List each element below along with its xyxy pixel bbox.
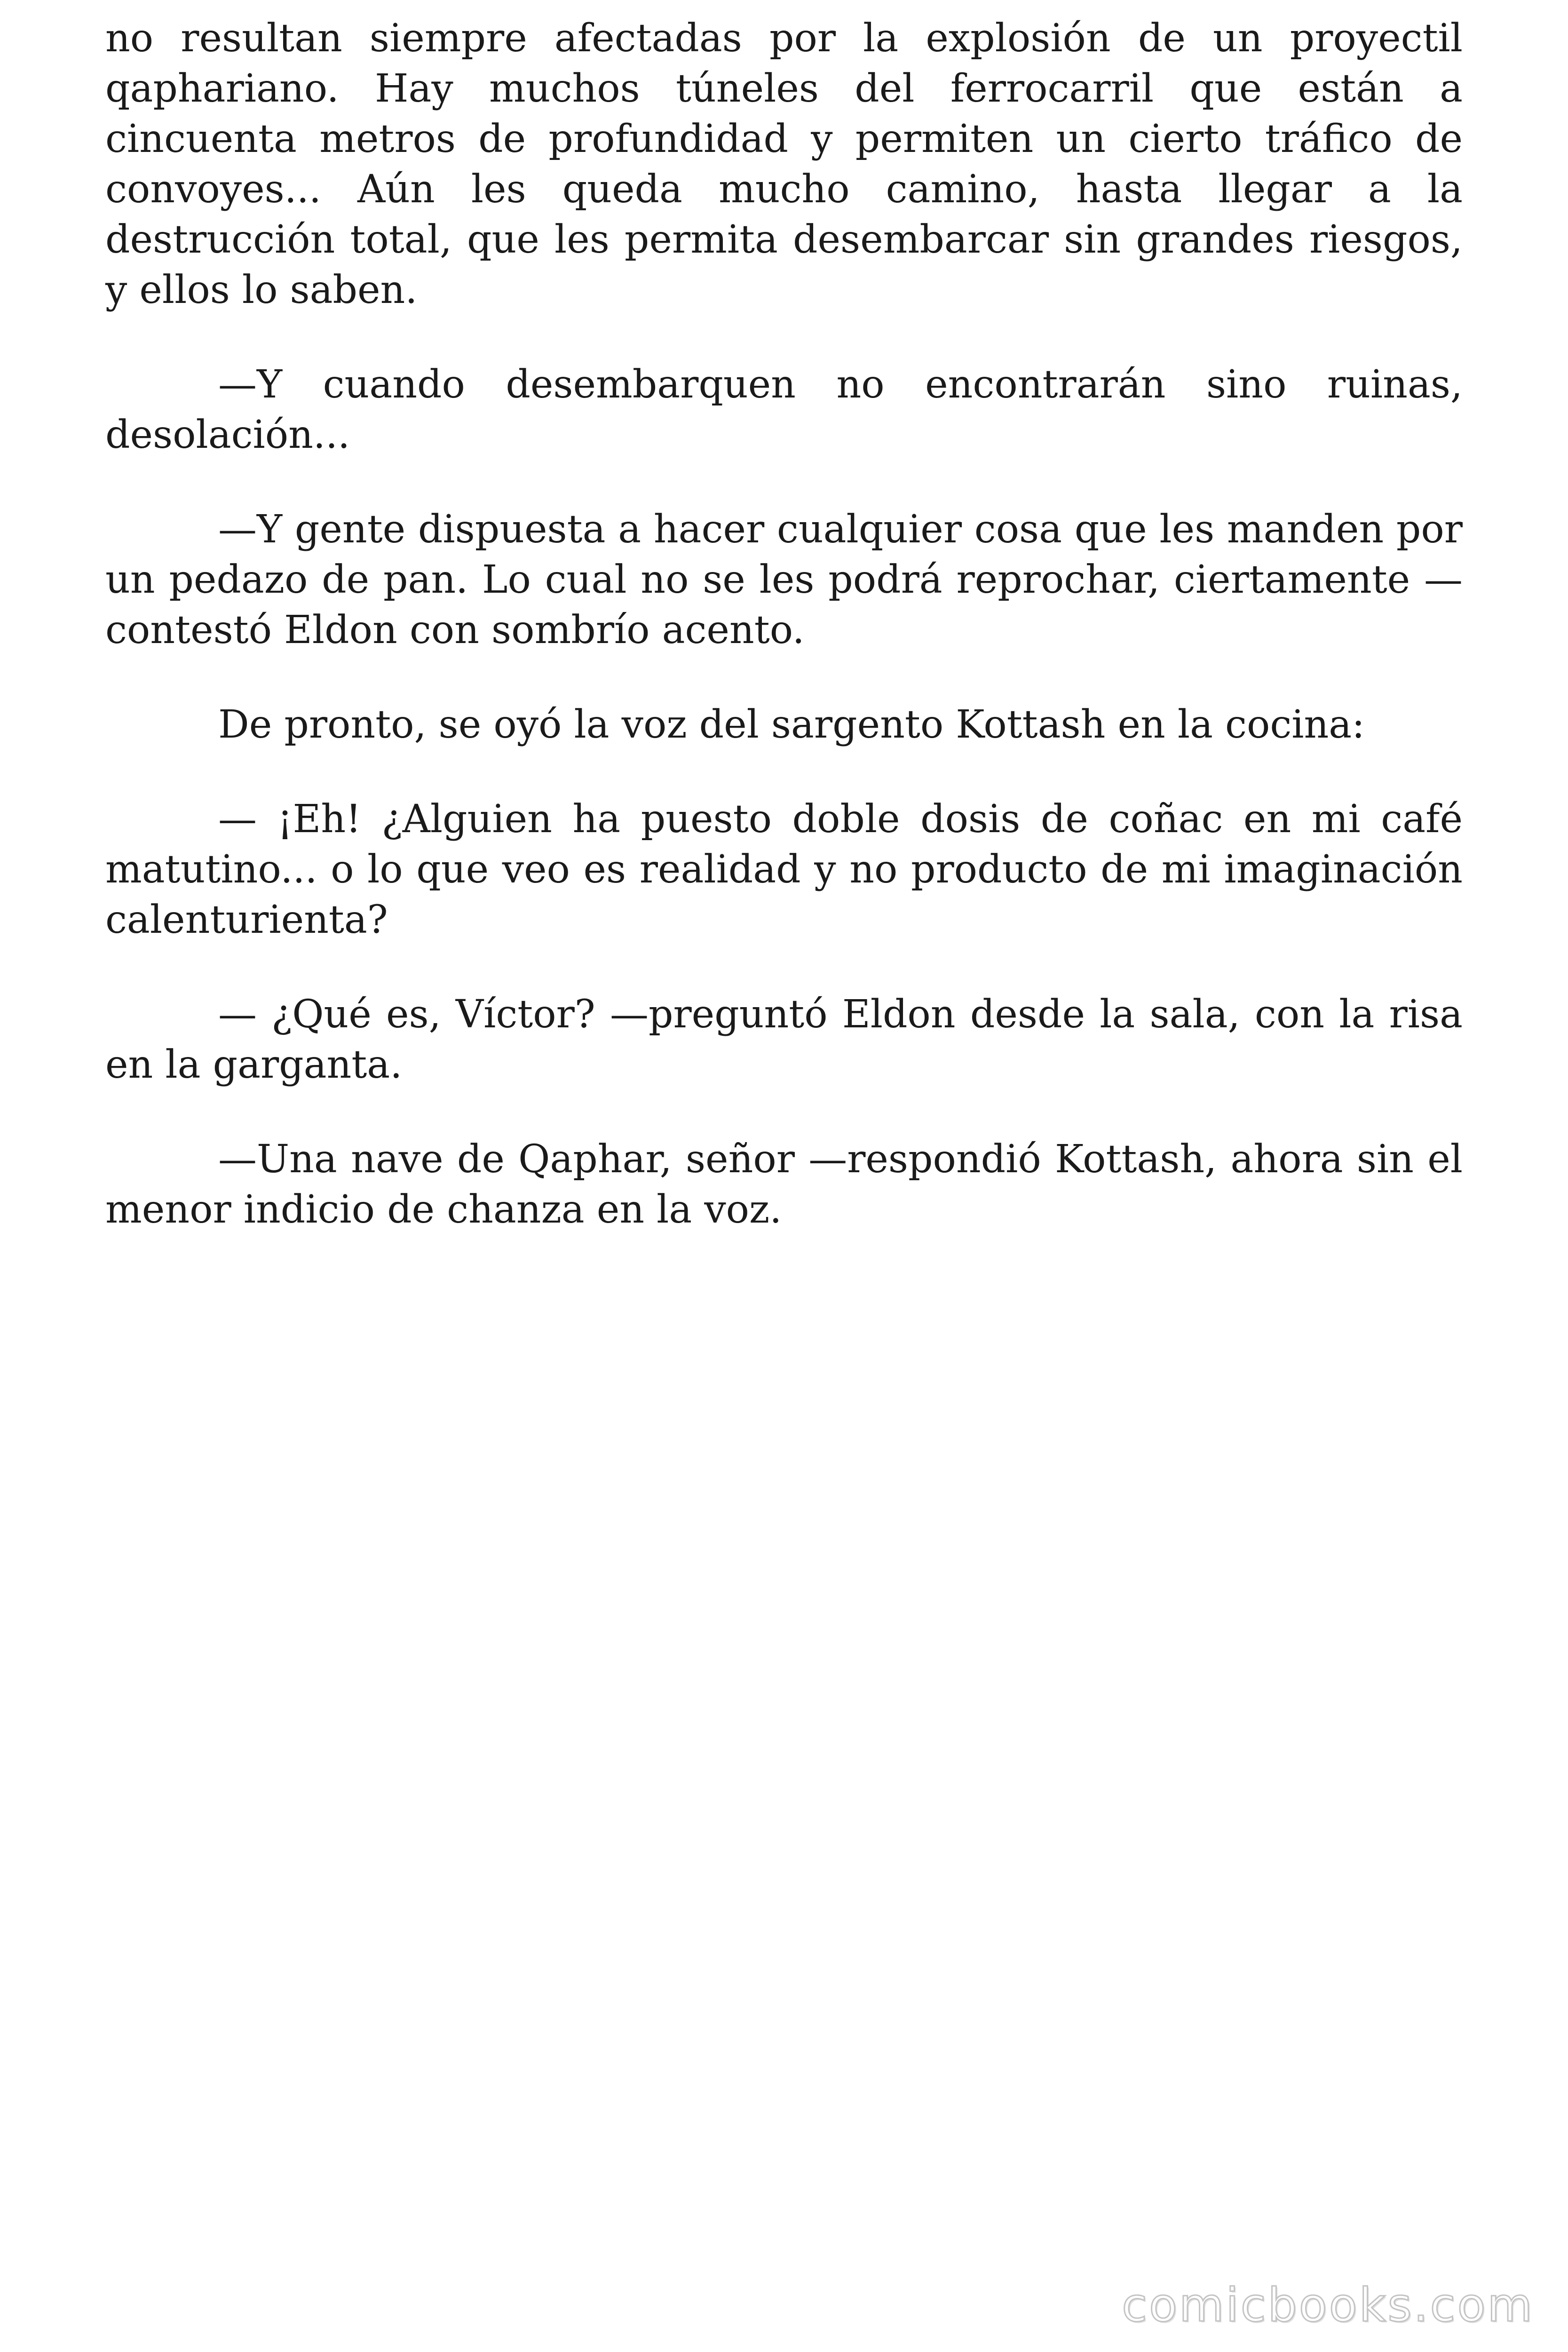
- paragraph-dialogue: — ¿Qué es, Víctor? —preguntó Eldon desde la sala, con la risa en la garganta.: [105, 992, 1463, 1087]
- paragraph-dialogue: —Y gente dispuesta a hacer cualquier cosa que les manden por un pedazo de pan. Lo cual no se les podrá reprochar, ciertamente —contestó Eldon con sombrío acento.: [105, 507, 1463, 652]
- paragraph-dialogue: —Y cuando desembarquen no encontrarán sino ruinas, desolación...: [105, 362, 1463, 457]
- paragraph-narration: De pronto, se oyó la voz del sargento Kottash en la cocina:: [218, 702, 1365, 747]
- paragraph-dialogue: — ¡Eh! ¿Alguien ha puesto doble dosis de coñac en mi café matutino... o lo que veo es realidad y no producto de mi imaginación calenturienta?: [105, 797, 1463, 942]
- watermark-text: comicbooks.com: [1122, 2279, 1534, 2332]
- body-text: [105, 13, 1463, 1279]
- paragraph-dialogue: —Una nave de Qaphar, señor —respondió Kottash, ahora sin el menor indicio de chanza en la voz.: [105, 1137, 1463, 1232]
- paragraph-continuation: no resultan siempre afectadas por la explosión de un proyectil qaphariano. Hay muchos túneles del ferrocarril que están a cincuenta metros de profundidad y permiten un cierto tráfico de convoyes... Aún les queda mucho camino, hasta llegar a la destrucción total, que les permita desembarcar sin grandes riesgos, y ellos lo saben.: [105, 16, 1463, 312]
